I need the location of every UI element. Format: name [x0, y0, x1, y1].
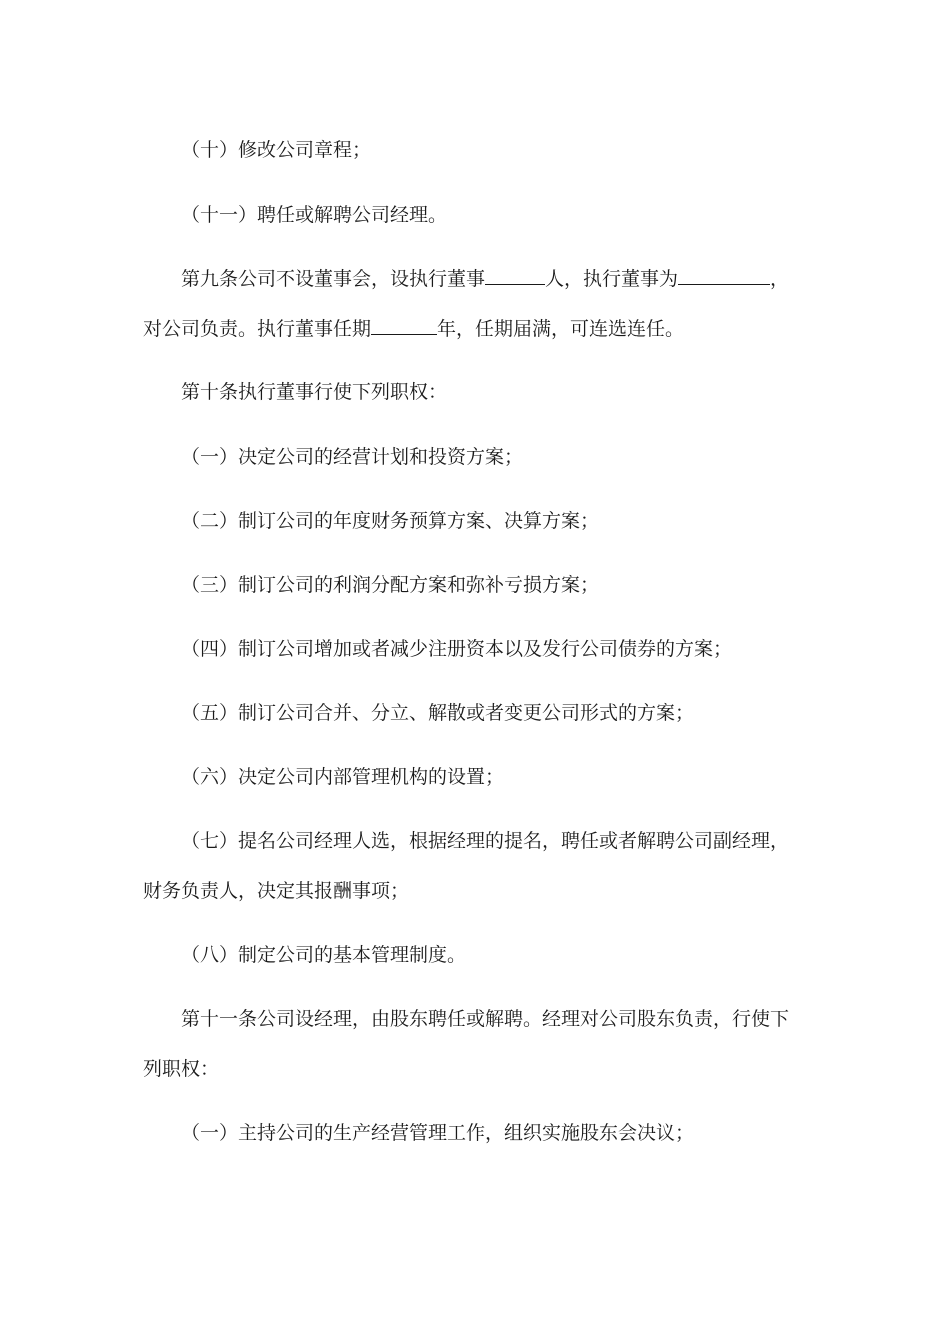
item-10-amend-articles: （十）修改公司章程； — [181, 139, 372, 161]
article-10-item-7-line-1: （七）提名公司经理人选，根据经理的提名，聘任或者解聘公司副经理， — [181, 830, 790, 852]
director-count-blank[interactable] — [485, 266, 545, 285]
article-10-heading: 第十条执行董事行使下列职权： — [181, 381, 448, 403]
article-9-line-2 — [143, 316, 803, 342]
article-9-text-b: 人，执行董事为 — [545, 268, 679, 290]
article-11-item-1: （一）主持公司的生产经营管理工作，组织实施股东会决议； — [181, 1122, 695, 1144]
article-10-item-7-line-2: 财务负责人，决定其报酬事项； — [143, 880, 410, 902]
article-9-text-d: 对公司负责。执行董事任期 — [143, 318, 372, 340]
article-9-line-1 — [181, 266, 841, 292]
article-11-line-1: 第十一条公司设经理，由股东聘任或解聘。经理对公司股东负责，行使下 — [181, 1008, 790, 1030]
director-name-blank[interactable] — [678, 266, 770, 285]
article-9-text-c: ， — [770, 268, 790, 290]
article-9-text-a: 第九条公司不设董事会，设执行董事 — [181, 268, 486, 290]
article-10-item-4: （四）制订公司增加或者减少注册资本以及发行公司债券的方案； — [181, 638, 733, 660]
article-11-line-2: 列职权： — [143, 1058, 220, 1080]
article-10-item-1: （一）决定公司的经营计划和投资方案； — [181, 446, 524, 468]
article-10-item-6: （六）决定公司内部管理机构的设置； — [181, 766, 505, 788]
article-10-item-5: （五）制订公司合并、分立、解散或者变更公司形式的方案； — [181, 702, 695, 724]
term-years-blank[interactable] — [371, 316, 437, 335]
article-10-item-2: （二）制订公司的年度财务预算方案、决算方案； — [181, 510, 600, 532]
article-9-text-e: 年，任期届满，可连选连任。 — [437, 318, 685, 340]
article-10-item-3: （三）制订公司的利润分配方案和弥补亏损方案； — [181, 574, 600, 596]
article-10-item-8: （八）制定公司的基本管理制度。 — [181, 944, 467, 966]
item-11-appoint-manager: （十一）聘任或解聘公司经理。 — [181, 204, 448, 226]
